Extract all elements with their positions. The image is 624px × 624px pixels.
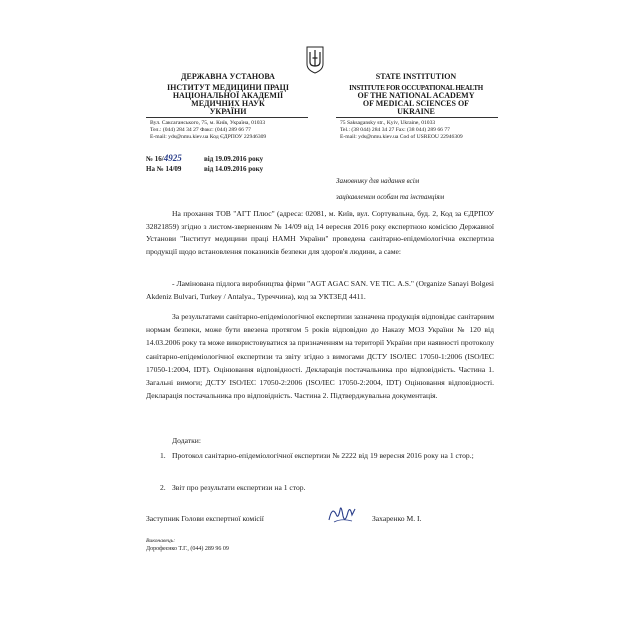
attachment-1-num: 1. (160, 451, 166, 460)
header-right-title4: OF MEDICAL SCIENCES OF (362, 99, 470, 108)
header-left-title3: НАЦІОНАЛЬНОЇ АКАДЕМІЇ (172, 91, 284, 100)
header-left-email: E-mail: yds@nmu.kiev.ua Код ЄДРПОУ 22946309 (150, 134, 267, 140)
executor-label: Виконавець: (146, 538, 176, 544)
attachment-1-text: Протокол санітарно-епідеміологічної експертизи № 2222 від 19 вересня 2016 року на 1 стор.; (172, 451, 474, 460)
executor-name-phone: Дорофеєнко Т.Г., (044) 289 96 09 (146, 546, 229, 552)
outgoing-date: від 19.09.2016 року (204, 155, 264, 163)
header-left-title2: ІНСТИТУТ МЕДИЦИНИ ПРАЦІ (167, 83, 289, 92)
body-paragraph-3: За результатами санітарно-епідеміологічної експертизи зазначена продукція відповідає санітарним нормам безпеки, може бути ввезена протягом 5 років відповідно до Наказу МОЗ України № 120 від 14.03.2006 року та може використовуватися за призначенням на території України при наявності протоколу санітарно-епідеміологічної експертизи та звіту згідно з вимогами ДСТУ ISO/IEC 17050-1:2006 (ISO/IEC 17050-1:2004, IDT). Оцінювання відповідності. Декларація постачальника про відповідність. Частина 1. Загальні вимоги; ДСТУ ISO/IEC 17050-2:2006 (ISO/IEC 17050-2:2004, IDT) Оцінювання відповідності. Декларація постачальника про відповідність. Частина 2. Підтверджувальна документація. (146, 312, 494, 401)
header-right-title5: UKRAINE (397, 107, 435, 116)
attachments-heading: Додатки: (172, 436, 201, 445)
outgoing-number-prefix: № 16/ (146, 155, 164, 163)
coat-of-arms-icon (306, 46, 324, 74)
header-right-phone: Tel.: (38 044) 284 34 27 Fax: (38 044) 289 66 77 (340, 127, 450, 133)
header-left-address: Вул. Саксаганського, 75, м. Київ, Україна, 01033 (150, 120, 266, 126)
header-right-address: 75 Saksagansky str., Kyiv, Ukraine, 01033 (340, 120, 436, 126)
attachment-2-text: Звіт про результати експертизи на 1 стор. (172, 483, 306, 492)
header-right-rule (336, 117, 498, 118)
incoming-date: від 14.09.2016 року (204, 165, 264, 173)
header-left-title1: ДЕРЖАВНА УСТАНОВА (181, 72, 275, 81)
body-paragraph-1: На прохання ТОВ "АГТ Плюс" (адреса: 02081, м. Київ, вул. Сортувальна, буд. 2, Код за ЄДРПОУ 32821859) згідно з листом-зверненням № 14/09 від 14 вересня 2016 року експертною комісією Державної Установи "Інститут медицини праці НАМН України" проведена санітарно-епідеміологічна експертиза продукції щодо встановлення показників безпеки для здоров'я людини, а саме: (146, 209, 494, 256)
header-left-title4: МЕДИЧНИХ НАУК (191, 99, 265, 108)
header-left-rule (146, 117, 308, 118)
handwritten-signature-icon (326, 500, 358, 528)
body-paragraph-2: - Ламінована підлога виробництва фірми "AGT AGAC SAN. VE TIC. A.S." (Organize Sanayi Bolgesi Akdeniz Bulvari, Turkey / Antalya., Туреччина), код за УКТЗЕД 4411. (146, 279, 494, 301)
outgoing-number-handwritten: 4925 (163, 153, 182, 163)
addressee-line1: Замовнику для надання всім (336, 177, 420, 185)
header-right-title1: STATE INSTITUTION (375, 72, 457, 81)
header-left-title5: УКРАЇНИ (209, 107, 247, 116)
header-left-phone: Тел.: (044) 284 34 27 Факс: (044) 289 66 77 (150, 127, 251, 133)
header-right-title2: INSTITUTE FOR OCCUPATIONAL HEALTH (349, 84, 483, 92)
signatory-name: Захаренко М. І. (372, 514, 422, 523)
incoming-number: На № 14/09 (146, 165, 182, 173)
addressee-line2: зацікавленим особам та інстанціям (336, 193, 445, 201)
outgoing-number (146, 154, 182, 163)
header-right-title3: OF THE NATIONAL ACADEMY (357, 91, 475, 100)
header-right-email: E-mail: yds@nmu.kiev.ua Cod of USREOU 22946309 (340, 134, 463, 140)
attachment-2-num: 2. (160, 483, 166, 492)
signatory-position: Заступник Голови експертної комісії (146, 514, 264, 523)
